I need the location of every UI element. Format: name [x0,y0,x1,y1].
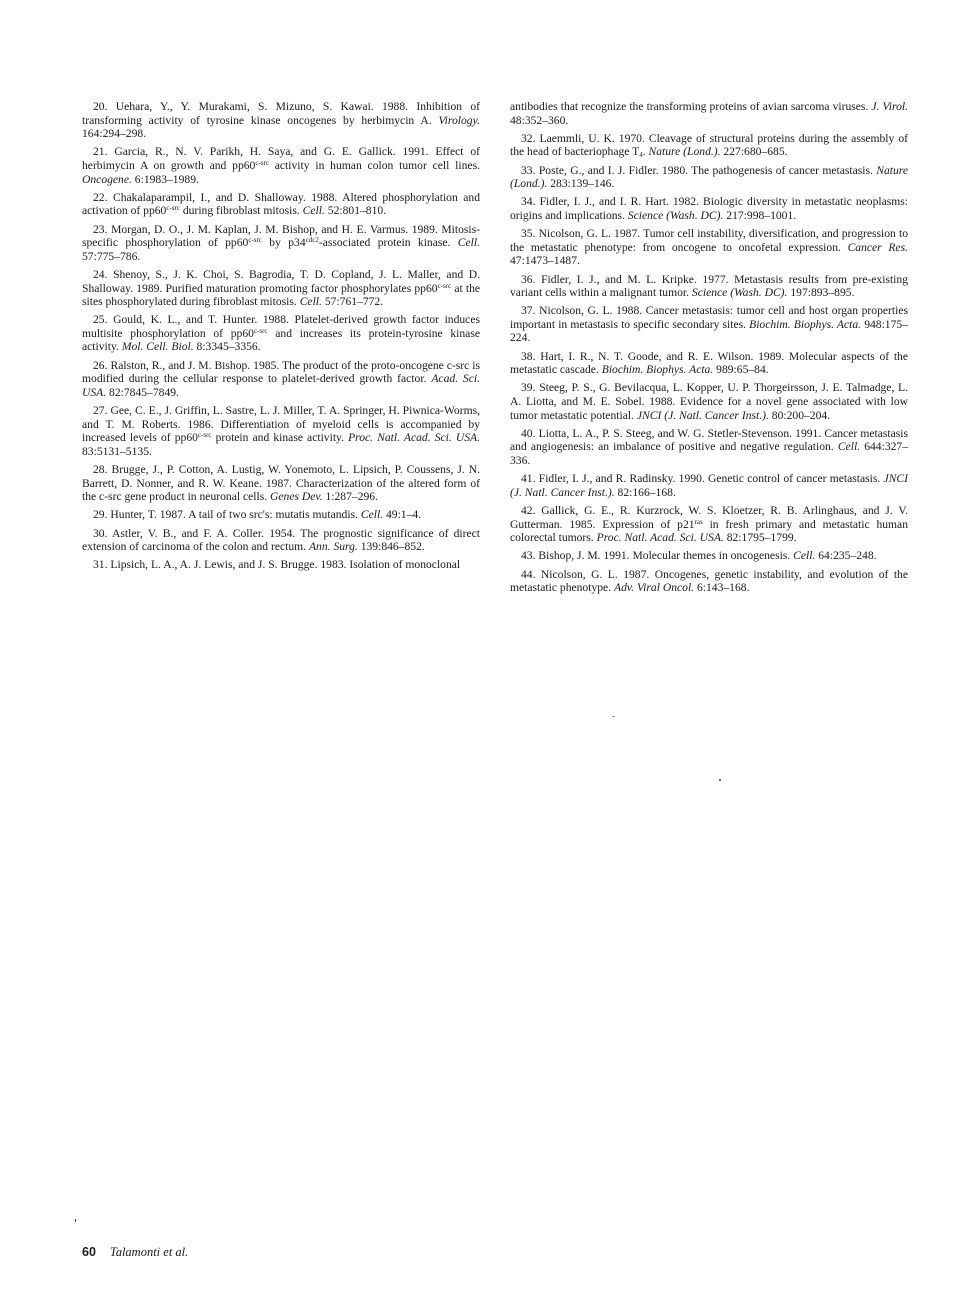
reference-item: 25. Gould, K. L., and T. Hunter. 1988. Platelet-derived growth factor induces multisite phosphorylation of $pp60^{c-src}$ and increases its protein-tyrosine kinase activity. Mol. Cell. Biol. 8:3345–3356. [82,313,480,354]
reference-item: 35. Nicolson, G. L. 1987. Tumor cell instability, diversification, and progression to the metastatic phenotype: from oncogene to oncofetal expression. Cancer Res. 47:1473–1487. [510,227,908,268]
reference-item: 43. Bishop, J. M. 1991. Molecular themes in oncogenesis. Cell. 64:235–248. [521,549,877,563]
reference-item: 36. Fidler, I. J., and M. L. Kripke. 1977. Metastasis results from pre-existing variant cells within a malignant tumor. Science (Wash. DC). 197:893–895. [510,272,908,300]
reference-item: 24. Shenoy, S., J. K. Choi, S. Bagrodia, T. D. Copland, J. L. Maller, and D. Shalloway. 1989. Purified maturation promoting factor phosphorylates $pp60^{c-src}$ at the sites phosphorylated during fibroblast mitosis. Cell. 57:761–772. [82,267,481,309]
references-column-left [82,100,480,577]
page-footer [82,1245,188,1259]
running-head: Talamonti et al. [109,1245,189,1259]
reference-item: 28. Brugge, J., P. Cotton, A. Lustig, W. Yonemoto, L. Lipsich, P. Coussens, J. N. Barrett, D. Nonner, and R. W. Keane. 1987. Characterization of the altered form of the c-src gene product in neuronal cells. Genes Dev. 1:287–296. [82,463,480,504]
reference-item: 34. Fidler, I. J., and I. R. Hart. 1982. Biologic diversity in metastatic neoplasms: origins and implications. Science (Wash. DC). 217:998–1001. [510,195,908,222]
reference-item: 41. Fidler, I. J., and R. Radinsky. 1990. Genetic control of cancer metastasis. JNCI (J. Natl. Cancer Inst.). 82:166–168. [510,472,909,499]
page-number: 60 [82,1245,96,1259]
reference-item: 44. Nicolson, G. L. 1987. Oncogenes, genetic instability, and evolution of the metastatic phenotype. Adv. Viral Oncol. 6:143–168. [510,567,908,595]
reference-item: 40. Liotta, L. A., P. S. Steeg, and W. G. Stetler-Stevenson. 1991. Cancer metastasis and angiogenesis: an imbalance of positive and negative regulation. Cell. 644:327–336. [510,426,909,467]
reference-item: 42. Gallick, G. E., R. Kurzrock, W. S. Kloetzer, R. B. Arlinghaus, and J. V. Gutterman. 1985. Expression of $p21^{ras}$ in fresh primary and metastatic human colorectal tumors. Proc. Natl. Acad. Sci. USA. 82:1795–1799. [510,503,909,545]
reference-item: 20. Uehara, Y., Y. Murakami, S. Mizuno, S. Kawai. 1988. Inhibition of transforming activity of tyrosine kinase oncogenes by herbimycin A. Virology. 164:294–298. [82,100,480,141]
reference-item: 23. Morgan, D. O., J. M. Kaplan, J. M. Bishop, and H. E. Varmus. 1989. Mitosis-specific phosphorylation of $pp60^{c-src}$ by $p34^{cdc2}$-associated protein kinase. Cell. 57:775–786. [82,222,481,263]
reference-item: 29. Hunter, T. 1987. A tail of two src's: mutatis mutandis. Cell. 49:1–4. [93,508,422,522]
scan-speck [719,779,721,781]
reference-item: 38. Hart, I. R., N. T. Goode, and R. E. Wilson. 1989. Molecular aspects of the metastatic cascade. Biochim. Biophys. Acta. 989:65–84. [510,349,909,377]
reference-item: 30. Astler, V. B., and F. A. Coller. 1954. The prognostic significance of direct extension of carcinoma of the colon and rectum. Ann. Surg. 139:846–852. [82,526,480,554]
reference-item: 21. Garcia, R., N. V. Parikh, H. Saya, and G. E. Gallick. 1991. Effect of herbimycin A on growth and $pp60^{c-src}$ activity in human colon tumor cell lines. Oncogene. 6:1983–1989. [82,145,480,186]
reference-item: 27. Gee, C. E., J. Griffin, L. Sastre, L. J. Miller, T. A. Springer, H. Piwnica-Worms, and T. M. Roberts. 1986. Differentiation of myeloid cells is accompanied by increased levels of $pp60^{c-src}$ protein and kinase activity. Proc. Natl. Acad. Sci. USA. 83:5131–5135. [82,404,480,458]
reference-item: 39. Steeg, P. S., G. Bevilacqua, L. Kopper, U. P. Thorgeirsson, J. E. Talmadge, L. A. Liotta, and M. E. Sobel. 1988. Evidence for a novel gene associated with low tumor metastatic potential. JNCI (J. Natl. Cancer Inst.). 80:200–204. [510,381,908,422]
references-column-right [510,100,908,599]
reference-item: 22. Chakalaparampil, I., and D. Shalloway. 1988. Altered phosphorylation and activation of $pp60^{c-src}$ during fibroblast mitosis. Cell. 52:801–810. [82,190,480,218]
reference-item: 37. Nicolson, G. L. 1988. Cancer metastasis: tumor cell and host organ properties important in metastasis to specific secondary sites. Biochim. Biophys. Acta. 948:175–224. [510,304,908,345]
reference-item: 32. Laemmli, U. K. 1970. Cleavage of structural proteins during the assembly of the head of bacteriophage $T_4$. Nature (Lond.). 227:680–685. [510,131,908,160]
scan-speck [612,716,615,717]
reference-item: 31. Lipsich, L. A., A. J. Lewis, and J. S. Brugge. 1983. Isolation of monoclonal [93,558,461,572]
reference-item: 33. Poste, G., and I. J. Fidler. 1980. The pathogenesis of cancer metastasis. Nature (Lond.). 283:139–146. [510,163,908,191]
reference-item: 26. Ralston, R., and J. M. Bishop. 1985. The product of the proto-oncogene c-src is modified during the cellular response to platelet-derived growth factor. Acad. Sci. USA. 82:7845–7849. [82,358,480,399]
reference-continuation: antibodies that recognize the transforming proteins of avian sarcoma viruses. J. Virol. 48:352–360. [510,100,908,127]
scan-speck [75,1219,76,1222]
